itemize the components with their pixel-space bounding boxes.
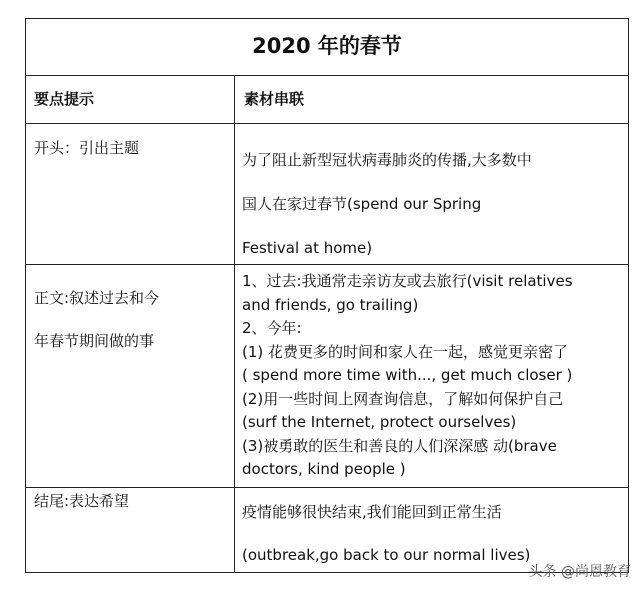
table-title: 2020 年的春节 bbox=[252, 34, 402, 58]
content-line: (outbreak,go back to our normal lives) bbox=[242, 546, 531, 564]
essay-outline-table bbox=[25, 18, 629, 573]
content-line: and friends, go trailing) bbox=[242, 295, 419, 314]
content-line: (2)用一些时间上网查询信息，了解如何保护自己 bbox=[242, 389, 564, 408]
row-content-opening bbox=[242, 138, 532, 270]
row-content-ending bbox=[242, 491, 530, 577]
content-line: 国人在家过春节(spend our Spring bbox=[242, 195, 482, 213]
content-line: Festival at home) bbox=[242, 239, 373, 257]
row-key-body bbox=[34, 277, 159, 363]
content-line: 为了阻止新型冠状病毒肺炎的传播,大多数中 bbox=[242, 151, 532, 169]
row-divider bbox=[26, 487, 628, 488]
content-line: 2、今年: bbox=[242, 319, 302, 337]
content-line: ( spend more time with..., get much closer ) bbox=[242, 366, 573, 384]
key-line: 正文:叙述过去和今 bbox=[34, 289, 160, 307]
key-line: 年春节期间做的事 bbox=[34, 332, 155, 350]
row-divider bbox=[26, 123, 628, 124]
row-content-body bbox=[242, 270, 573, 482]
content-line: doctors, kind people ) bbox=[242, 460, 406, 478]
watermark: 头条 @尚恩教育 bbox=[528, 564, 631, 580]
content-line: (1) 花费更多的时间和家人在一起，感觉更亲密了 bbox=[242, 342, 569, 361]
column-divider bbox=[234, 75, 235, 572]
row-key-opening: 开头：引出主题 bbox=[34, 139, 140, 157]
content-line: (3)被勇敢的医生和善良的人们深深感 动(brave bbox=[242, 436, 557, 455]
content-line: (surf the Internet, protect ourselves) bbox=[242, 413, 517, 431]
content-line: 1、过去:我通常走亲访友或去旅行(visit relatives bbox=[242, 272, 573, 290]
row-key-ending: 结尾:表达希望 bbox=[34, 492, 130, 510]
header-materials: 素材串联 bbox=[244, 90, 305, 108]
content-line: 疫情能够很快结束,我们能回到正常生活 bbox=[242, 503, 502, 521]
header-key-points: 要点提示 bbox=[34, 90, 95, 108]
row-divider bbox=[26, 75, 628, 76]
